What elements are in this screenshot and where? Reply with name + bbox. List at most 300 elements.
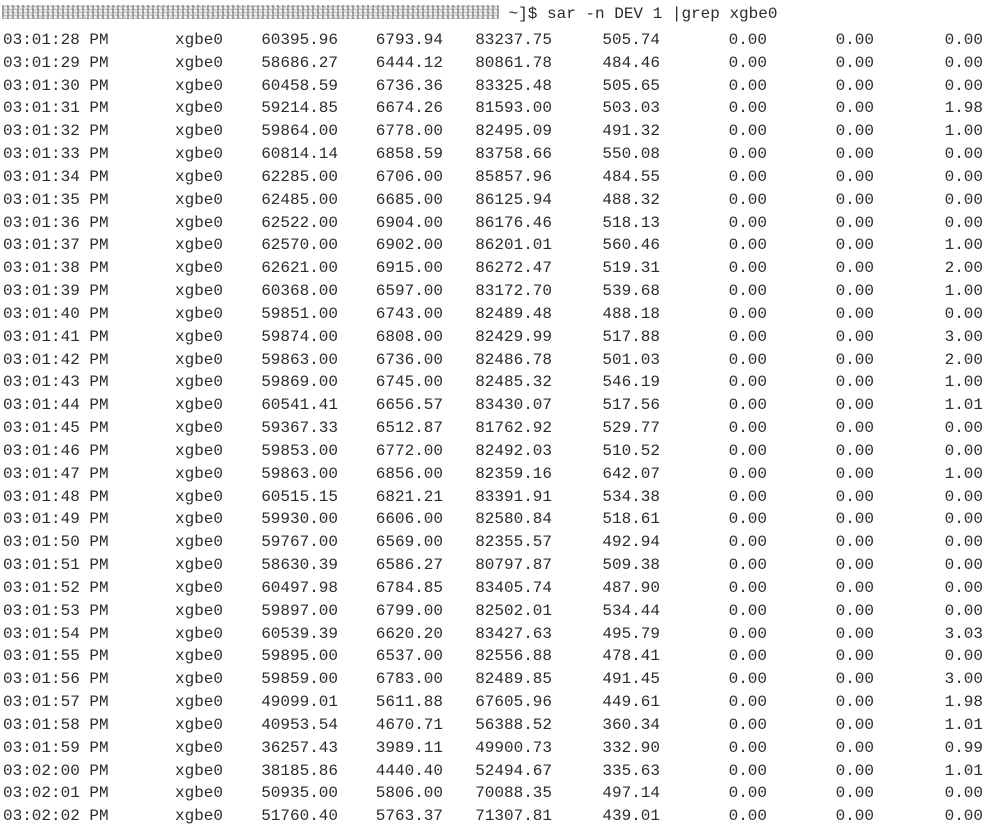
interface-cell: xgbe0 xyxy=(175,99,224,118)
timestamp-cell: 03:01:38 PM xyxy=(3,259,109,278)
txcmp-cell: 0.00 xyxy=(835,784,874,803)
rxkb-cell: 82492.03 xyxy=(475,441,552,460)
rxmcst-cell: 2.00 xyxy=(944,259,983,278)
rxcmp-cell: 0.00 xyxy=(728,578,767,597)
txkb-cell: 497.14 xyxy=(602,784,660,803)
txkb-cell: 505.74 xyxy=(602,31,660,49)
rxpck-cell: 58686.27 xyxy=(261,53,338,72)
rxkb-cell: 81593.00 xyxy=(475,99,552,118)
txcmp-cell: 0.00 xyxy=(835,487,874,506)
rxmcst-cell: 1.00 xyxy=(944,373,983,392)
rxkb-cell: 67605.96 xyxy=(475,693,552,712)
txkb-cell: 517.56 xyxy=(602,396,660,415)
rxkb-cell: 83237.75 xyxy=(475,31,552,49)
timestamp-cell: 03:01:43 PM xyxy=(3,373,109,392)
txcmp-cell: 0.00 xyxy=(835,761,874,780)
timestamp-cell: 03:01:59 PM xyxy=(3,738,109,757)
output-row xyxy=(0,782,998,805)
interface-cell: xgbe0 xyxy=(175,350,224,369)
interface-cell: xgbe0 xyxy=(175,738,224,757)
timestamp-cell: 03:01:46 PM xyxy=(3,441,109,460)
output-row xyxy=(0,326,998,349)
rxmcst-cell: 0.00 xyxy=(944,807,983,826)
rxcmp-cell: 0.00 xyxy=(728,145,767,164)
rxkb-cell: 82359.16 xyxy=(475,464,552,483)
txcmp-cell: 0.00 xyxy=(835,624,874,643)
rxpck-cell: 59874.00 xyxy=(261,327,338,346)
txkb-cell: 503.03 xyxy=(602,99,660,118)
output-row xyxy=(0,577,998,600)
rxmcst-cell: 1.00 xyxy=(944,236,983,255)
txcmp-cell: 0.00 xyxy=(835,601,874,620)
rxcmp-cell: 0.00 xyxy=(728,99,767,118)
rxcmp-cell: 0.00 xyxy=(728,807,767,826)
timestamp-cell: 03:01:45 PM xyxy=(3,419,109,438)
txcmp-cell: 0.00 xyxy=(835,510,874,529)
rxpck-cell: 59214.85 xyxy=(261,99,338,118)
interface-cell: xgbe0 xyxy=(175,670,224,689)
rxcmp-cell: 0.00 xyxy=(728,31,767,49)
txcmp-cell: 0.00 xyxy=(835,556,874,575)
txpck-cell: 6808.00 xyxy=(375,327,443,346)
rxcmp-cell: 0.00 xyxy=(728,647,767,666)
rxpck-cell: 40953.54 xyxy=(261,715,338,734)
rxpck-cell: 59859.00 xyxy=(261,670,338,689)
txpck-cell: 6772.00 xyxy=(375,441,443,460)
rxkb-cell: 86125.94 xyxy=(475,190,552,209)
txpck-cell: 6444.12 xyxy=(375,53,443,72)
timestamp-cell: 03:01:28 PM xyxy=(3,31,109,49)
txcmp-cell: 0.00 xyxy=(835,304,874,323)
txpck-cell: 6620.20 xyxy=(375,624,443,643)
rxmcst-cell: 3.00 xyxy=(944,670,983,689)
rxpck-cell: 60541.41 xyxy=(261,396,338,415)
txpck-cell: 6537.00 xyxy=(375,647,443,666)
rxcmp-cell: 0.00 xyxy=(728,556,767,575)
interface-cell: xgbe0 xyxy=(175,647,224,666)
timestamp-cell: 03:01:39 PM xyxy=(3,282,109,301)
interface-cell: xgbe0 xyxy=(175,487,224,506)
rxkb-cell: 83405.74 xyxy=(475,578,552,597)
txcmp-cell: 0.00 xyxy=(835,122,874,141)
txpck-cell: 5611.88 xyxy=(375,693,443,712)
interface-cell: xgbe0 xyxy=(175,715,224,734)
txcmp-cell: 0.00 xyxy=(835,167,874,186)
output-row xyxy=(0,75,998,98)
rxpck-cell: 62285.00 xyxy=(261,167,338,186)
rxkb-cell: 49900.73 xyxy=(475,738,552,757)
txkb-cell: 510.52 xyxy=(602,441,660,460)
output-row xyxy=(0,440,998,463)
txkb-cell: 491.32 xyxy=(602,122,660,141)
txkb-cell: 495.79 xyxy=(602,624,660,643)
output-row xyxy=(0,97,998,120)
rxmcst-cell: 1.98 xyxy=(944,693,983,712)
txpck-cell: 4440.40 xyxy=(375,761,443,780)
txkb-cell: 439.01 xyxy=(602,807,660,826)
txpck-cell: 6799.00 xyxy=(375,601,443,620)
txkb-cell: 491.45 xyxy=(602,670,660,689)
rxmcst-cell: 0.00 xyxy=(944,784,983,803)
rxpck-cell: 60515.15 xyxy=(261,487,338,506)
txkb-cell: 492.94 xyxy=(602,533,660,552)
timestamp-cell: 03:01:35 PM xyxy=(3,190,109,209)
rxpck-cell: 51760.40 xyxy=(261,807,338,826)
rxcmp-cell: 0.00 xyxy=(728,304,767,323)
rxcmp-cell: 0.00 xyxy=(728,419,767,438)
rxkb-cell: 82495.09 xyxy=(475,122,552,141)
rxmcst-cell: 1.01 xyxy=(944,761,983,780)
interface-cell: xgbe0 xyxy=(175,556,224,575)
interface-cell: xgbe0 xyxy=(175,327,224,346)
txkb-cell: 335.63 xyxy=(602,761,660,780)
rxpck-cell: 59895.00 xyxy=(261,647,338,666)
rxmcst-cell: 0.00 xyxy=(944,419,983,438)
output-row xyxy=(0,166,998,189)
output-row xyxy=(0,737,998,760)
rxpck-cell: 60458.59 xyxy=(261,76,338,95)
txkb-cell: 560.46 xyxy=(602,236,660,255)
timestamp-cell: 03:01:56 PM xyxy=(3,670,109,689)
interface-cell: xgbe0 xyxy=(175,122,224,141)
txcmp-cell: 0.00 xyxy=(835,76,874,95)
output-row xyxy=(0,531,998,554)
rxmcst-cell: 1.01 xyxy=(944,396,983,415)
interface-cell: xgbe0 xyxy=(175,624,224,643)
output-row xyxy=(0,371,998,394)
timestamp-cell: 03:01:58 PM xyxy=(3,715,109,734)
timestamp-cell: 03:01:49 PM xyxy=(3,510,109,529)
rxcmp-cell: 0.00 xyxy=(728,76,767,95)
txkb-cell: 360.34 xyxy=(602,715,660,734)
rxmcst-cell: 1.98 xyxy=(944,99,983,118)
txkb-cell: 484.55 xyxy=(602,167,660,186)
txpck-cell: 6784.85 xyxy=(375,578,443,597)
txkb-cell: 546.19 xyxy=(602,373,660,392)
interface-cell: xgbe0 xyxy=(175,259,224,278)
rxpck-cell: 60497.98 xyxy=(261,578,338,597)
command-text: sar -n DEV 1 |grep xgbe0 xyxy=(547,5,778,23)
txpck-cell: 6858.59 xyxy=(375,145,443,164)
rxkb-cell: 82485.32 xyxy=(475,373,552,392)
interface-cell: xgbe0 xyxy=(175,441,224,460)
rxkb-cell: 83391.91 xyxy=(475,487,552,506)
txcmp-cell: 0.00 xyxy=(835,396,874,415)
timestamp-cell: 03:01:48 PM xyxy=(3,487,109,506)
rxcmp-cell: 0.00 xyxy=(728,510,767,529)
txcmp-cell: 0.00 xyxy=(835,441,874,460)
interface-cell: xgbe0 xyxy=(175,533,224,552)
txcmp-cell: 0.00 xyxy=(835,327,874,346)
txpck-cell: 6745.00 xyxy=(375,373,443,392)
interface-cell: xgbe0 xyxy=(175,167,224,186)
rxcmp-cell: 0.00 xyxy=(728,670,767,689)
rxpck-cell: 60395.96 xyxy=(261,31,338,49)
output-row xyxy=(0,303,998,326)
rxmcst-cell: 0.00 xyxy=(944,190,983,209)
output-row xyxy=(0,760,998,783)
interface-cell: xgbe0 xyxy=(175,578,224,597)
rxpck-cell: 59863.00 xyxy=(261,350,338,369)
output-row xyxy=(0,349,998,372)
rxmcst-cell: 3.00 xyxy=(944,327,983,346)
txcmp-cell: 0.00 xyxy=(835,578,874,597)
output-row xyxy=(0,394,998,417)
output-row xyxy=(0,668,998,691)
txkb-cell: 478.41 xyxy=(602,647,660,666)
txpck-cell: 6674.26 xyxy=(375,99,443,118)
rxmcst-cell: 0.00 xyxy=(944,601,983,620)
interface-cell: xgbe0 xyxy=(175,304,224,323)
txcmp-cell: 0.00 xyxy=(835,236,874,255)
txkb-cell: 517.88 xyxy=(602,327,660,346)
rxcmp-cell: 0.00 xyxy=(728,624,767,643)
rxcmp-cell: 0.00 xyxy=(728,350,767,369)
output-row xyxy=(0,508,998,531)
txpck-cell: 6512.87 xyxy=(375,419,443,438)
rxkb-cell: 82489.48 xyxy=(475,304,552,323)
rxkb-cell: 80861.78 xyxy=(475,53,552,72)
output-row xyxy=(0,623,998,646)
timestamp-cell: 03:01:55 PM xyxy=(3,647,109,666)
rxcmp-cell: 0.00 xyxy=(728,282,767,301)
txpck-cell: 4670.71 xyxy=(375,715,443,734)
rxmcst-cell: 0.00 xyxy=(944,145,983,164)
txpck-cell: 6736.00 xyxy=(375,350,443,369)
rxpck-cell: 59863.00 xyxy=(261,464,338,483)
rxpck-cell: 36257.43 xyxy=(261,738,338,757)
timestamp-cell: 03:01:54 PM xyxy=(3,624,109,643)
txcmp-cell: 0.00 xyxy=(835,53,874,72)
txcmp-cell: 0.00 xyxy=(835,190,874,209)
txcmp-cell: 0.00 xyxy=(835,715,874,734)
txcmp-cell: 0.00 xyxy=(835,419,874,438)
rxpck-cell: 60368.00 xyxy=(261,282,338,301)
rxkb-cell: 71307.81 xyxy=(475,807,552,826)
interface-cell: xgbe0 xyxy=(175,373,224,392)
rxmcst-cell: 3.03 xyxy=(944,624,983,643)
rxcmp-cell: 0.00 xyxy=(728,373,767,392)
rxpck-cell: 60814.14 xyxy=(261,145,338,164)
txpck-cell: 6902.00 xyxy=(375,236,443,255)
timestamp-cell: 03:01:32 PM xyxy=(3,122,109,141)
rxmcst-cell: 0.00 xyxy=(944,533,983,552)
txkb-cell: 534.44 xyxy=(602,601,660,620)
interface-cell: xgbe0 xyxy=(175,31,224,49)
interface-cell: xgbe0 xyxy=(175,419,224,438)
timestamp-cell: 03:01:41 PM xyxy=(3,327,109,346)
rxcmp-cell: 0.00 xyxy=(728,464,767,483)
txpck-cell: 6685.00 xyxy=(375,190,443,209)
rxkb-cell: 86201.01 xyxy=(475,236,552,255)
rxpck-cell: 62570.00 xyxy=(261,236,338,255)
txpck-cell: 6904.00 xyxy=(375,213,443,232)
rxmcst-cell: 0.00 xyxy=(944,213,983,232)
rxmcst-cell: 0.00 xyxy=(944,578,983,597)
txpck-cell: 6656.57 xyxy=(375,396,443,415)
timestamp-cell: 03:02:02 PM xyxy=(3,807,109,826)
rxcmp-cell: 0.00 xyxy=(728,715,767,734)
rxcmp-cell: 0.00 xyxy=(728,738,767,757)
txkb-cell: 529.77 xyxy=(602,419,660,438)
txcmp-cell: 0.00 xyxy=(835,350,874,369)
rxcmp-cell: 0.00 xyxy=(728,761,767,780)
timestamp-cell: 03:01:29 PM xyxy=(3,53,109,72)
rxcmp-cell: 0.00 xyxy=(728,441,767,460)
output-row xyxy=(0,714,998,737)
rxpck-cell: 59851.00 xyxy=(261,304,338,323)
rxmcst-cell: 0.00 xyxy=(944,487,983,506)
rxpck-cell: 59869.00 xyxy=(261,373,338,392)
output-row xyxy=(0,463,998,486)
txcmp-cell: 0.00 xyxy=(835,373,874,392)
timestamp-cell: 03:02:00 PM xyxy=(3,761,109,780)
output-row xyxy=(0,212,998,235)
output-row xyxy=(0,280,998,303)
rxpck-cell: 59897.00 xyxy=(261,601,338,620)
rxmcst-cell: 0.00 xyxy=(944,53,983,72)
txpck-cell: 6783.00 xyxy=(375,670,443,689)
timestamp-cell: 03:01:42 PM xyxy=(3,350,109,369)
txcmp-cell: 0.00 xyxy=(835,807,874,826)
rxmcst-cell: 0.00 xyxy=(944,304,983,323)
rxkb-cell: 82486.78 xyxy=(475,350,552,369)
interface-cell: xgbe0 xyxy=(175,396,224,415)
txkb-cell: 332.90 xyxy=(602,738,660,757)
output-row xyxy=(0,29,998,52)
output-row xyxy=(0,189,998,212)
txpck-cell: 6606.00 xyxy=(375,510,443,529)
txpck-cell: 6586.27 xyxy=(375,556,443,575)
output-row xyxy=(0,120,998,143)
timestamp-cell: 03:01:50 PM xyxy=(3,533,109,552)
rxmcst-cell: 1.00 xyxy=(944,464,983,483)
rxkb-cell: 80797.87 xyxy=(475,556,552,575)
rxcmp-cell: 0.00 xyxy=(728,122,767,141)
rxkb-cell: 82355.57 xyxy=(475,533,552,552)
interface-cell: xgbe0 xyxy=(175,213,224,232)
txkb-cell: 449.61 xyxy=(602,693,660,712)
rxpck-cell: 59864.00 xyxy=(261,122,338,141)
rxkb-cell: 82429.99 xyxy=(475,327,552,346)
rxmcst-cell: 1.01 xyxy=(944,715,983,734)
txkb-cell: 484.46 xyxy=(602,53,660,72)
txcmp-cell: 0.00 xyxy=(835,693,874,712)
interface-cell: xgbe0 xyxy=(175,464,224,483)
timestamp-cell: 03:01:44 PM xyxy=(3,396,109,415)
rxcmp-cell: 0.00 xyxy=(728,693,767,712)
output-row xyxy=(0,645,998,668)
txcmp-cell: 0.00 xyxy=(835,670,874,689)
txcmp-cell: 0.00 xyxy=(835,99,874,118)
txpck-cell: 6821.21 xyxy=(375,487,443,506)
txkb-cell: 501.03 xyxy=(602,350,660,369)
rxcmp-cell: 0.00 xyxy=(728,259,767,278)
txkb-cell: 534.38 xyxy=(602,487,660,506)
rxkb-cell: 81762.92 xyxy=(475,419,552,438)
timestamp-cell: 03:01:33 PM xyxy=(3,145,109,164)
timestamp-cell: 03:02:01 PM xyxy=(3,784,109,803)
interface-cell: xgbe0 xyxy=(175,76,224,95)
txkb-cell: 505.65 xyxy=(602,76,660,95)
interface-cell: xgbe0 xyxy=(175,53,224,72)
rxkb-cell: 82580.84 xyxy=(475,510,552,529)
timestamp-cell: 03:01:53 PM xyxy=(3,601,109,620)
rxkb-cell: 83325.48 xyxy=(475,76,552,95)
txcmp-cell: 0.00 xyxy=(835,31,874,49)
rxkb-cell: 83430.07 xyxy=(475,396,552,415)
output-row xyxy=(0,805,998,828)
txkb-cell: 488.32 xyxy=(602,190,660,209)
rxpck-cell: 59367.33 xyxy=(261,419,338,438)
interface-cell: xgbe0 xyxy=(175,807,224,826)
txcmp-cell: 0.00 xyxy=(835,213,874,232)
rxpck-cell: 50935.00 xyxy=(261,784,338,803)
output-row xyxy=(0,554,998,577)
txpck-cell: 6915.00 xyxy=(375,259,443,278)
rxpck-cell: 38185.86 xyxy=(261,761,338,780)
masked-prompt-host xyxy=(2,5,499,19)
txpck-cell: 6597.00 xyxy=(375,282,443,301)
rxkb-cell: 82489.85 xyxy=(475,670,552,689)
rxpck-cell: 62522.00 xyxy=(261,213,338,232)
timestamp-cell: 03:01:31 PM xyxy=(3,99,109,118)
txcmp-cell: 0.00 xyxy=(835,464,874,483)
txkb-cell: 509.38 xyxy=(602,556,660,575)
rxcmp-cell: 0.00 xyxy=(728,784,767,803)
rxpck-cell: 49099.01 xyxy=(261,693,338,712)
rxmcst-cell: 0.00 xyxy=(944,441,983,460)
timestamp-cell: 03:01:40 PM xyxy=(3,304,109,323)
rxkb-cell: 56388.52 xyxy=(475,715,552,734)
rxpck-cell: 59767.00 xyxy=(261,533,338,552)
interface-cell: xgbe0 xyxy=(175,282,224,301)
rxmcst-cell: 0.99 xyxy=(944,738,983,757)
rxmcst-cell: 0.00 xyxy=(944,167,983,186)
timestamp-cell: 03:01:51 PM xyxy=(3,556,109,575)
prompt-suffix: ~]$ xyxy=(499,5,548,23)
sar-output-rows xyxy=(0,29,998,828)
rxkb-cell: 82502.01 xyxy=(475,601,552,620)
rxcmp-cell: 0.00 xyxy=(728,190,767,209)
rxcmp-cell: 0.00 xyxy=(728,396,767,415)
interface-cell: xgbe0 xyxy=(175,145,224,164)
rxkb-cell: 85857.96 xyxy=(475,167,552,186)
output-row xyxy=(0,143,998,166)
txcmp-cell: 0.00 xyxy=(835,533,874,552)
rxcmp-cell: 0.00 xyxy=(728,487,767,506)
rxkb-cell: 82556.88 xyxy=(475,647,552,666)
rxpck-cell: 62485.00 xyxy=(261,190,338,209)
output-row xyxy=(0,486,998,509)
output-row xyxy=(0,234,998,257)
rxmcst-cell: 2.00 xyxy=(944,350,983,369)
txcmp-cell: 0.00 xyxy=(835,145,874,164)
rxcmp-cell: 0.00 xyxy=(728,53,767,72)
txcmp-cell: 0.00 xyxy=(835,282,874,301)
output-row xyxy=(0,600,998,623)
interface-cell: xgbe0 xyxy=(175,236,224,255)
timestamp-cell: 03:01:52 PM xyxy=(3,578,109,597)
rxkb-cell: 83758.66 xyxy=(475,145,552,164)
rxcmp-cell: 0.00 xyxy=(728,533,767,552)
rxcmp-cell: 0.00 xyxy=(728,213,767,232)
rxmcst-cell: 0.00 xyxy=(944,556,983,575)
txpck-cell: 5763.37 xyxy=(375,807,443,826)
rxcmp-cell: 0.00 xyxy=(728,601,767,620)
command-prompt-line xyxy=(2,4,777,24)
output-row xyxy=(0,417,998,440)
